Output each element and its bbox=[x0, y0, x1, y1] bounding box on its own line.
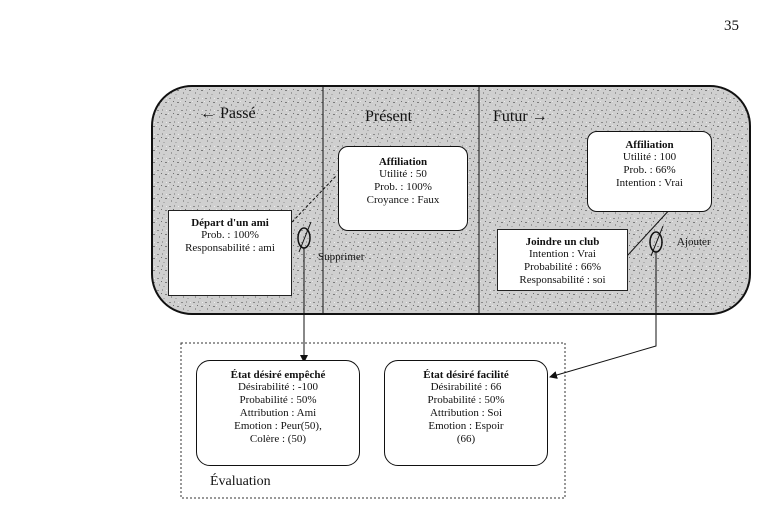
affiliation-future-line: Intention : Vrai bbox=[616, 177, 683, 189]
etat-facilite-line: Emotion : Espoir bbox=[428, 420, 504, 432]
joindre-club-box bbox=[497, 229, 628, 291]
joindre-club-title: Joindre un club bbox=[525, 236, 600, 248]
evaluation-label: Évaluation bbox=[210, 474, 271, 489]
etat-empeche-line: Attribution : Ami bbox=[239, 407, 317, 419]
depart-ami-box bbox=[168, 210, 292, 296]
affiliation-present-title: Affiliation bbox=[378, 156, 428, 168]
depart-ami-title: Départ d'un ami bbox=[191, 217, 269, 229]
depart-ami-line: Responsabilité : ami bbox=[185, 242, 275, 254]
etat-facilite-line: (66) bbox=[456, 433, 476, 445]
affiliation-future-line: Prob. : 66% bbox=[623, 164, 676, 176]
affiliation-present-line: Prob. : 100% bbox=[374, 181, 432, 193]
etat-empeche-line: Probabilité : 50% bbox=[239, 394, 317, 406]
affiliation-present-box bbox=[338, 146, 468, 231]
affiliation-future-box bbox=[587, 131, 712, 212]
etat-facilite-line: Désirabilité : 66 bbox=[430, 381, 502, 393]
supprimer-label: Supprimer bbox=[318, 251, 365, 263]
etat-empeche-line: Désirabilité : -100 bbox=[237, 381, 319, 393]
etat-facilite-line: Attribution : Soi bbox=[429, 407, 503, 419]
future-header: Futur → bbox=[493, 108, 548, 125]
etat-facilite-line: Probabilité : 50% bbox=[427, 394, 505, 406]
etat-facilite-title: État désiré facilité bbox=[423, 369, 509, 381]
joindre-club-line: Probabilité : 66% bbox=[524, 261, 601, 273]
affiliation-present-line: Croyance : Faux bbox=[366, 194, 440, 206]
joindre-club-line: Intention : Vrai bbox=[529, 248, 596, 260]
depart-ami-line: Prob. : 100% bbox=[201, 229, 259, 241]
etat-empeche-line: Emotion : Peur(50), bbox=[234, 420, 322, 432]
etat-empeche-box bbox=[196, 360, 360, 466]
affiliation-future-title: Affiliation bbox=[625, 139, 674, 151]
past-header: ← Passé bbox=[200, 105, 256, 122]
etat-empeche-line: Colère : (50) bbox=[249, 433, 307, 445]
etat-facilite-box bbox=[384, 360, 548, 466]
etat-empeche-title: État désiré empêché bbox=[230, 369, 326, 381]
page-number: 35 bbox=[724, 18, 739, 34]
affiliation-present-line: Utilité : 50 bbox=[379, 168, 427, 180]
present-header: Présent bbox=[365, 108, 413, 125]
joindre-club-line: Responsabilité : soi bbox=[519, 274, 606, 286]
ajouter-label: Ajouter bbox=[677, 236, 711, 248]
affiliation-future-line: Utilité : 100 bbox=[622, 151, 677, 163]
